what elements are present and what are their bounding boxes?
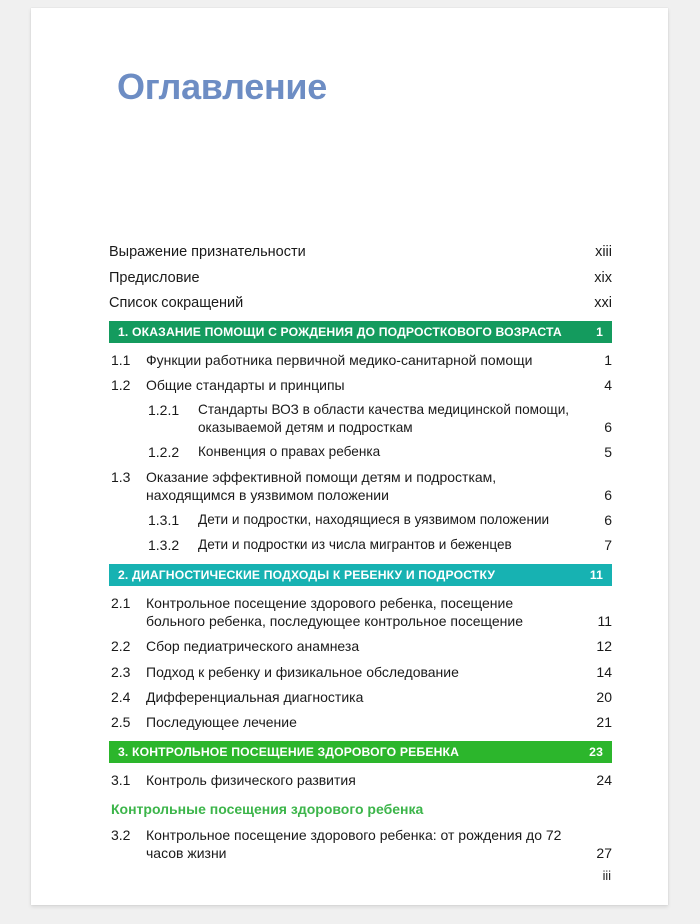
chapter-header-page-number: 1 [596,325,603,339]
toc-entry-label: Последующее лечение [146,713,297,730]
front-matter-label: Выражение признательности [109,244,306,260]
toc-entry-page-number: 21 [596,713,612,730]
toc-entry-number: 1.3.2 [148,537,180,554]
chapter-3-entries [109,771,612,862]
toc-entry-label: Дети и подростки, находящиеся в уязвимом положении [198,512,550,528]
front-matter-row[interactable] [109,295,612,311]
chapter-header-page-number: 11 [589,568,603,583]
toc-entry-label: Подход к ребенку и физикальное обследование [146,663,459,680]
toc-entry-label: Конвенция о правах ребенка [198,444,381,460]
toc-entry-page-number: 5 [604,444,612,461]
front-matter-row[interactable] [109,270,612,286]
front-matter-page-number: xix [594,269,612,286]
document-page [31,8,668,905]
toc-entry[interactable] [109,594,612,630]
toc-entry-number: 1.3.1 [148,512,180,529]
toc-entry-number: 2.3 [111,663,131,680]
toc-entry-number: 2.1 [111,595,131,612]
toc-entry-label: Дети и подростки из числа мигрантов и беженцев [198,537,512,553]
toc-entry-page-number: 24 [596,771,612,788]
toc-entry-page-number: 14 [596,663,612,680]
toc-entry[interactable] [109,536,612,554]
toc-entry-page-number: 6 [604,419,612,436]
toc-entry-number: 1.1 [111,352,131,368]
toc-entry[interactable] [109,511,612,529]
chapter-1-entries [109,351,612,554]
toc-entry-label: Функции работника первичной медико-санитарной помощи [146,352,533,368]
toc-entry-number: 2.2 [111,638,131,655]
chapter-header-title: 1. ОКАЗАНИЕ ПОМОЩИ С РОЖДЕНИЯ ДО ПОДРОСТКОВОГО ВОЗРАСТА [118,325,562,339]
toc-entry-number: 3.2 [111,826,131,843]
toc-entry-page-number: 12 [596,638,612,655]
toc-entry-page-number: 11 [597,613,612,630]
toc-entry[interactable] [109,401,612,436]
toc-entry-number: 1.3 [111,469,131,486]
toc-entry-label: Оказание эффективной помощи детям и подросткам, находящимся в уязвимом положении [146,469,497,504]
footer-page-number: iii [602,869,611,883]
toc-entry-label: Стандарты ВОЗ в области качества медицинской помощи, оказываемой детям и подросткам [198,402,570,435]
toc-entry-page-number: 6 [604,512,612,529]
toc-entry-page-number: 27 [596,844,612,861]
front-matter-label: Список сокращений [109,295,244,311]
toc-entry-page-number: 1 [604,352,612,368]
table-of-contents [109,244,612,869]
toc-entry[interactable] [109,771,612,789]
toc-entry-label: Сбор педиатрического анамнеза [146,638,360,655]
toc-entry[interactable] [109,713,612,731]
front-matter-list [109,244,612,311]
toc-entry-page-number: 4 [604,377,612,394]
toc-entry-number: 1.2.2 [148,444,180,461]
toc-entry-page-number: 20 [596,688,612,705]
toc-entry-number: 2.5 [111,713,131,730]
toc-entry-number: 1.2 [111,377,131,394]
toc-subheading: Контрольные посещения здорового ребенка [111,800,424,817]
chapter-header-page-number: 23 [589,744,603,759]
chapter-header-3[interactable] [109,741,612,763]
front-matter-label: Предисловие [109,269,200,286]
toc-entry-number: 3.1 [111,771,131,788]
chapter-2-entries [109,594,612,730]
chapter-header-2[interactable] [109,564,612,586]
page-title: Оглавление [117,66,327,107]
toc-entry-label: Контрольное посещение здорового ребенка, посещение больного ребенка, последующее контрольное посещение [146,595,524,630]
toc-entry[interactable] [109,637,612,655]
front-matter-row[interactable] [109,244,612,260]
toc-entry-label: Контроль физического развития [146,771,356,788]
toc-entry[interactable] [109,663,612,681]
toc-entry-number: 2.4 [111,688,131,705]
toc-entry[interactable] [109,376,612,394]
front-matter-page-number: xxi [594,295,612,311]
toc-entry-number: 1.2.1 [148,402,180,419]
toc-entry-label: Контрольное посещение здорового ребенка: от рождения до 72 часов жизни [146,826,562,861]
chapter-header-1[interactable] [109,321,612,343]
front-matter-page-number: xiii [595,244,612,260]
toc-entry[interactable] [109,688,612,706]
toc-entry-page-number: 6 [604,487,612,504]
toc-entry-page-number: 7 [604,537,612,554]
chapter-header-title: 3. КОНТРОЛЬНОЕ ПОСЕЩЕНИЕ ЗДОРОВОГО РЕБЕНКА [118,744,460,759]
toc-entry[interactable] [109,826,612,862]
toc-entry[interactable] [109,351,612,369]
toc-entry-label: Дифференциальная диагностика [146,688,364,705]
toc-entry-label: Общие стандарты и принципы [146,377,345,394]
toc-entry[interactable] [109,443,612,461]
chapter-header-title: 2. ДИАГНОСТИЧЕСКИЕ ПОДХОДЫ К РЕБЕНКУ И ПОДРОСТКУ [118,568,496,583]
toc-entry[interactable] [109,468,612,504]
